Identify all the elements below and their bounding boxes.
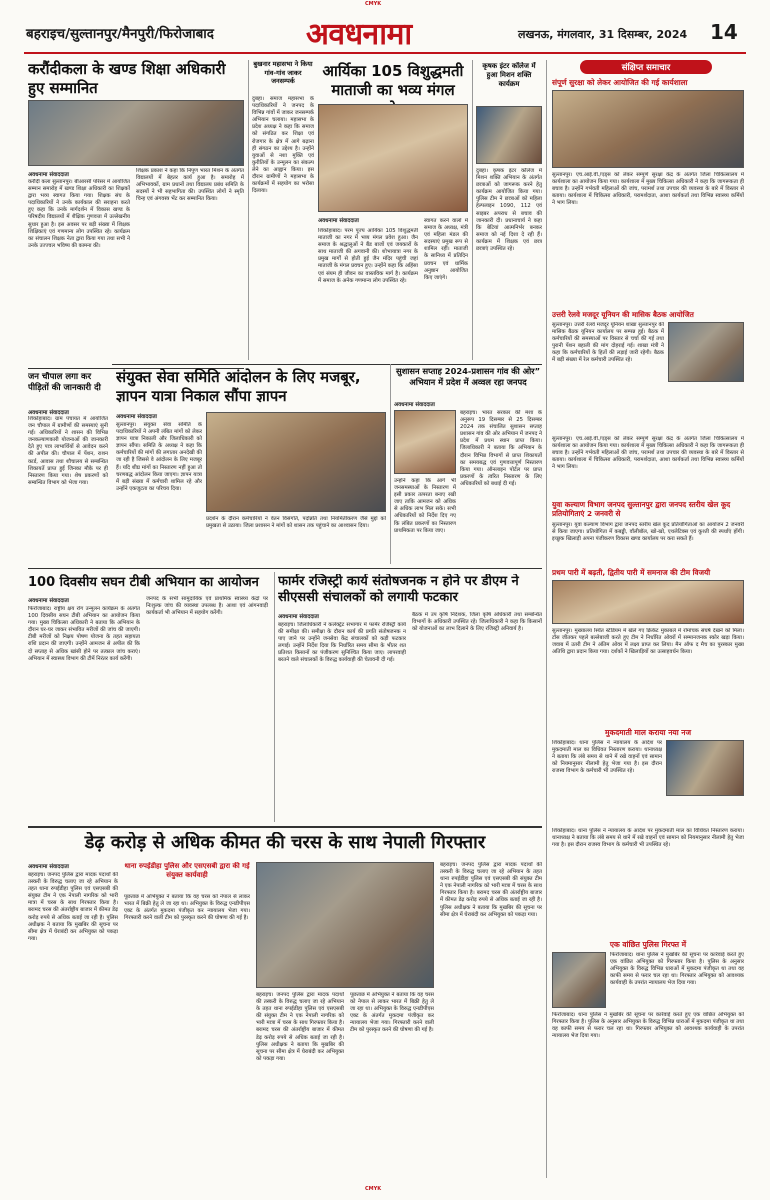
article-4-headline: आर्यिका 105 विशुद्धमती माताजी का भव्य मंगल <box>322 62 464 99</box>
divider <box>28 826 542 828</box>
article-8-headline: युवा कल्याण विभाग जनपद सुल्तानपुर द्वारा जनपद स्तरीय खेल कूद प्रतियोगिताएं 2 जनवरी से <box>552 500 731 519</box>
article-11-headline: एक वांछित पुलिस गिरफ्त में <box>609 940 687 949</box>
article-14-byline: अवधनामा संवाददाता <box>28 598 69 604</box>
article-15-byline: अवधनामा संवाददाता <box>278 614 319 620</box>
divider <box>112 364 542 365</box>
cmyk-mark-top: CMYK <box>365 1 382 7</box>
article-4-body: शिकोहाबाद। परम पूज्य आर्यिका 105 विशुद्धमती माताजी का नगर में भव्य मंगल प्रवेश हुआ। जैन समाज के श्रद्धालुओं ने बैंड बाजों एवं जयकारों के साथ माताजी की अगवानी की। शोभायात्रा नगर के प्रमुख मार्गों से होती हुई जैन मंदिर पहुंची जहां माताजी के मंगल प्रवचन हुए। उन्होंने कहा कि अहिंसा एवं संयम ही जीवन का वास्तविक मार्ग है। कार्यक्रम में समाज के अनेक गणमान्य लोग उपस्थित रहे। <box>318 228 418 284</box>
article-7-body: सुल्तानपुर। उत्तरी रेलवे मजदूर यूनियन शाखा सुल्तानपुर की मासिक बैठक यूनियन कार्यालय पर सम्पन्न हुई। बैठक में कर्मचारियों की समस्याओं पर विस्तार से चर्चा की गई तथा पुरानी पेंशन बहाली की मांग दोहराई गई। शाखा मंत्री ने कहा कि कर्मचारियों के हितों की लड़ाई जारी रहेगी। बैठक में बड़ी संख्या में रेल कर्मचारी उपस्थित रहे। <box>552 322 664 364</box>
article-4-photo <box>318 104 468 212</box>
article-11-photo <box>552 952 606 1008</box>
divider <box>248 60 249 360</box>
article-9-photo <box>552 580 744 624</box>
edition-label: बहराइच/सुल्तानपुर/मैनपुरी/फिरोजाबाद <box>26 26 214 42</box>
article-14-headline: 100 दिवसीय सघन टीबी अभियान का आयोजन <box>28 575 259 590</box>
article-14-body: फिरोजाबाद। राष्ट्रीय क्षय रोग उन्मूलन कार्यक्रम के अंतर्गत 100 दिवसीय सघन टीबी अभियान का आयोजन किया गया। मुख्य चिकित्सा अधिकारी ने बताया कि अभियान के दौरान घर-घर जाकर संभावित मरीजों की जांच की जाएगी। टीबी मरीजों को निक्षय पोषण योजना के तहत सहायता राशि प्रदान की जाएगी। उन्होंने आमजन से अपील की कि दो सप्ताह से अधिक खांसी होने पर तत्काल जांच कराएं। अभियान में स्वास्थ्य विभाग की टीमें निरंतर कार्य करेंगी। <box>28 606 140 662</box>
article-6-headline: संपूर्ण सुरक्षा को लेकर आयोजित की गई कार्यशाला <box>552 78 688 87</box>
dateline: लखनऊ, मंगलवार, 31 दिसम्बर, 2024 <box>518 28 688 41</box>
cmyk-mark-bottom: CMYK <box>365 1186 382 1192</box>
article-2-headline: जन चौपाल लगा कर पीड़ितों की जानकारी दी <box>28 372 101 393</box>
article-7-body-2: सुल्तानपुर। एच.आई.वी./एड्स को लेकर सम्पूर्ण सुरक्षा केंद्र के अंतर्गत जिला चिकित्सालय में कार्यशाला का आयोजन किया गया। कार्यशाला में मुख्य चिकित्सा अधिकारी ने कहा कि जागरूकता ही बचाव है। उन्होंने गर्भवती महिलाओं की जांच, परामर्श तथा उपचार की व्यवस्था के बारे में विस्तार से बताया। कार्यशाला में चिकित्सा अधिकारी, परामर्शदाता, आशा कार्यकर्ता तथा विभिन्न स्वास्थ्य कर्मियों ने भाग लिया। <box>552 436 744 471</box>
article-12-body: सुल्तानपुर। संयुक्त सेवा समिति के पदाधिकारियों ने अपनी लंबित मांगों को लेकर ज्ञापन यात्रा निकाली और जिलाधिकारी को ज्ञापन सौंपा। समिति के अध्यक्ष ने कहा कि कर्मचारियों की मांगों की लगातार अनदेखी की जा रही है जिससे वे आंदोलन के लिए मजबूर हैं। यदि शीघ्र मांगों का निस्तारण नहीं हुआ तो चरणबद्ध आंदोलन किया जाएगा। ज्ञापन यात्रा में बड़ी संख्या में कर्मचारी शामिल रहे और उन्होंने एकजुटता का परिचय दिया। <box>116 422 202 492</box>
article-12-byline: अवधनामा संवाददाता <box>116 414 157 420</box>
article-10-body: शिकोहाबाद। थाना पुलिस ने न्यायालय के आदेश पर मुकदमाती माल का विधिवत निस्तारण कराया। थानाध्यक्ष ने बताया कि लंबे समय से थाने में रखे वाहनों एवं सामान को नियमानुसार नीलामी हेतु भेजा गया है। इस दौरान राजस्व विभाग के कर्मचारी भी उपस्थित रहे। <box>552 740 662 775</box>
article-5-headline: कृषक इंटर कॉलेज में हुआ मिशन शक्ति कार्यक्रम <box>482 62 536 88</box>
divider <box>274 572 275 822</box>
article-8-body: सुल्तानपुर। युवा कल्याण विभाग द्वारा जनपद स्तरीय खेल कूद प्रतियोगिताओं का आयोजन 2 जनवरी से किया जाएगा। प्रतियोगिता में कबड्डी, वॉलीबॉल, खो-खो, एथलेटिक्स एवं कुश्ती की स्पर्धाएं होंगी। इच्छुक खिलाड़ी अपना पंजीकरण विकास खण्ड कार्यालय पर करा सकते हैं। <box>552 522 744 543</box>
article-2-body: शिकोहाबाद। ग्राम पंचायत में आयोजित जन चौपाल में ग्रामीणों की समस्याएं सुनी गईं। अधिकारियों ने शासन की विभिन्न जनकल्याणकारी योजनाओं की जानकारी देते हुए पात्र लाभार्थियों से आवेदन करने की अपील की। चौपाल में पेंशन, राशन कार्ड, आवास तथा शौचालय से सम्बन्धित शिकायतें प्राप्त हुईं जिनका मौके पर ही निस्तारण किया गया। शेष प्रकरणों को सम्बन्धित विभाग को भेजा गया। <box>28 416 108 486</box>
article-16-body: बहराइच। जनपद पुलिस द्वारा मादक पदार्थों की तस्करी के विरुद्ध चलाए जा रहे अभियान के तहत थाना रुपईडीहा पुलिस एवं एसएसबी की संयुक्त टीम ने एक नेपाली नागरिक को भारी मात्रा में चरस के साथ गिरफ्तार किया है। बरामद चरस की अंतर्राष्ट्रीय बाजार में कीमत डेढ़ करोड़ रुपये से अधिक बताई जा रही है। पुलिस अधीक्षक ने बताया कि मुखबिर की सूचना पर सीमा क्षेत्र में घेराबंदी कर अभियुक्त को पकड़ा गया। <box>28 872 118 942</box>
article-1-headline: करौंदीकला के खण्ड शिक्षा अधिकारी हुए सम्मानित <box>28 60 226 97</box>
article-10-body-2: शिकोहाबाद। थाना पुलिस ने न्यायालय के आदेश पर मुकदमाती माल का विधिवत निस्तारण कराया। थानाध्यक्ष ने बताया कि लंबे समय से थाने में रखे वाहनों एवं सामान को नियमानुसार नीलामी हेतु भेजा गया है। इस दौरान राजस्व विभाग के कर्मचारी भी उपस्थित रहे। <box>552 828 744 849</box>
article-13-body: बहराइच। भारत सरकार की मंशा के अनुरूप 19 दिसम्बर से 25 दिसम्बर 2024 तक संचालित सुशासन सप्ताह प्रशासन गांव की ओर अभियान में जनपद ने प्रदेश में प्रथम स्थान प्राप्त किया। जिलाधिकारी ने बताया कि अभियान के दौरान विभिन्न विभागों से प्राप्त शिकायतों का समयबद्ध एवं गुणवत्तापूर्ण निस्तारण किया गया। ऑनलाइन पोर्टल पर प्राप्त प्रकरणों के त्वरित निस्तारण के लिए अधिकारियों को बधाई दी गई। <box>460 410 542 487</box>
article-7-headline: उत्तरी रेलवे मजदूर यूनियन की मासिक बैठक आयोजित <box>552 310 694 319</box>
article-11-body: फिरोजाबाद। थाना पुलिस ने मुखबिर की सूचना पर कार्रवाई करते हुए एक वांछित अभियुक्त को गिरफ्तार किया है। पुलिस के अनुसार अभियुक्त के विरुद्ध विभिन्न धाराओं में मुकदमा पंजीकृत था तथा वह काफी समय से फरार चल रहा था। गिरफ्तार अभियुक्त को आवश्यक कार्यवाही के उपरांत न्यायालय भेज दिया गया। <box>610 952 744 987</box>
article-5-photo <box>476 106 542 164</box>
page-number: 14 <box>710 20 738 44</box>
article-16-subheadline: थाना रुपईडीहा पुलिस और एसएसबी द्वारा की गई संयुक्त कार्यवाही <box>124 862 250 879</box>
article-3-headline: बुखनार महासभा ने किया गांव-गांव जाकर जनसम्पर्क <box>253 60 313 85</box>
article-16-body-2: पूछताछ में अभियुक्त ने बताया कि वह चरस को नेपाल से लाकर भारत में बिक्री हेतु ले जा रहा था। अभियुक्त के विरुद्ध एनडीपीएस एक्ट के अंतर्गत मुकदमा पंजीकृत कर न्यायालय भेजा गया। गिरफ्तारी करने वाली टीम को पुरस्कृत करने की घोषणा की गई है। <box>124 894 250 922</box>
article-5-body: दुबहा। कृषक इंटर कॉलेज में मिशन शक्ति अभियान के अंतर्गत छात्राओं को जागरूक करने हेतु कार्यक्रम आयोजित किया गया। पुलिस टीम ने छात्राओं को महिला हेल्पलाइन 1090, 112 एवं साइबर अपराध से बचाव की जानकारी दी। प्रधानाचार्य ने कहा कि बेटियां आत्मनिर्भर बनकर समाज को नई दिशा दे रही हैं। कार्यक्रम में शिक्षक एवं छात्र छात्राएं उपस्थित रहे। <box>476 168 542 253</box>
article-16-photo <box>256 862 434 988</box>
divider <box>28 568 542 569</box>
article-13-byline: अवधनामा संवाददाता <box>394 402 435 408</box>
divider <box>546 60 547 1178</box>
article-16-body-3: बहराइच। जनपद पुलिस द्वारा मादक पदार्थों की तस्करी के विरुद्ध चलाए जा रहे अभियान के तहत थाना रुपईडीहा पुलिस एवं एसएसबी की संयुक्त टीम ने एक नेपाली नागरिक को भारी मात्रा में चरस के साथ गिरफ्तार किया है। बरामद चरस की अंतर्राष्ट्रीय बाजार में कीमत डेढ़ करोड़ रुपये से अधिक बताई जा रही है। पुलिस अधीक्षक ने बताया कि मुखबिर की सूचना पर सीमा क्षेत्र में घेराबंदी कर अभियुक्त को पकड़ा गया। <box>256 992 344 1062</box>
logo <box>306 12 484 52</box>
article-16-headline: डेढ़ करोड़ से अधिक कीमत की चरस के साथ नेपाली गिरफ्तार <box>84 832 486 853</box>
article-15-body: बहराइच। जिलाधिकारी ने कलेक्ट्रेट सभागार में फार्मर रजिस्ट्री कार्य की समीक्षा की। समीक्षा के दौरान कार्य की प्रगति संतोषजनक न पाए जाने पर उन्होंने जनसेवा केंद्र संचालकों को कड़ी फटकार लगाई। उन्होंने निर्देश दिया कि निर्धारित समय सीमा के भीतर शत प्रतिशत किसानों का पंजीकरण सुनिश्चित किया जाए। लापरवाही बरतने वाले संचालकों के विरुद्ध कार्यवाही की चेतावनी दी गई। <box>278 622 406 664</box>
article-2-byline: अवधनामा संवाददाता <box>28 410 69 416</box>
article-13-body-2: उन्होंने कहा कि आगे भी जनसमस्याओं के निस्तारण में इसी प्रकार तत्परता बनाए रखी जाए ताकि आमजन को अधिक से अधिक लाभ मिल सके। सभी अधिकारियों को निर्देश दिए गए कि लंबित प्रकरणों का निस्तारण प्राथमिकता पर किया जाए। <box>394 478 456 534</box>
article-1-byline: अवधनामा संवाददाता <box>28 172 69 178</box>
masthead-rule <box>24 52 746 54</box>
article-16-byline: अवधनामा संवाददाता <box>28 864 69 870</box>
article-1-photo <box>28 100 244 166</box>
logo-text: अवधनामा <box>306 16 412 52</box>
article-4-byline: अवधनामा संवाददाता <box>318 218 359 224</box>
article-11-body-2: फिरोजाबाद। थाना पुलिस ने मुखबिर की सूचना पर कार्रवाई करते हुए एक वांछित अभियुक्त को गिरफ्तार किया है। पुलिस के अनुसार अभियुक्त के विरुद्ध विभिन्न धाराओं में मुकदमा पंजीकृत था तथा वह काफी समय से फरार चल रहा था। गिरफ्तार अभियुक्त को आवश्यक कार्यवाही के उपरांत न्यायालय भेज दिया गया। <box>552 1012 744 1040</box>
article-9-body: सुल्तानपुर। मुख्यालय स्थित स्टेडियम में खेले गए क्रिकेट मुकाबले में रोमांचक संघर्ष देखने को मिला। टॉस जीतकर पहले बल्लेबाजी करते हुए टीम ने निर्धारित ओवरों में सम्मानजनक स्कोर खड़ा किया। जवाब में उतरी टीम ने अंतिम ओवर में लक्ष्य प्राप्त कर लिया। मैन ऑफ द मैच का पुरस्कार मुख्य अतिथि द्वारा प्रदान किया गया। दर्शकों ने खिलाड़ियों का उत्साहवर्धन किया। <box>552 628 744 656</box>
article-10-photo <box>666 740 744 796</box>
article-9-headline: प्रथम पारी में बढ़ती, द्वितीय पारी में समनाज की टीम विजयी <box>552 568 711 577</box>
article-1-body: करौंदी कला सुल्तानपुर। बीआरसी परिसर में आयोजित सम्मान समारोह में खण्ड शिक्षा अधिकारी का शिक्षकों द्वारा भव्य स्वागत किया गया। शिक्षक संघ के पदाधिकारियों ने उनके कार्यकाल की सराहना करते हुए कहा कि उनके मार्गदर्शन में विकास खण्ड के परिषदीय विद्यालयों में शैक्षिक गुणवत्ता में उल्लेखनीय सुधार हुआ है। इस अवसर पर बड़ी संख्या में शिक्षक शिक्षिकाएं एवं गणमान्य लोग उपस्थित रहे। कार्यक्रम का संचालन शिक्षक नेता द्वारा किया गया तथा सभी ने उनके उज्ज्वल भविष्य की कामना की। <box>28 179 130 249</box>
article-6-body: सुल्तानपुर। एच.आई.वी./एड्स को लेकर सम्पूर्ण सुरक्षा केंद्र के अंतर्गत जिला चिकित्सालय में कार्यशाला का आयोजन किया गया। कार्यशाला में मुख्य चिकित्सा अधिकारी ने कहा कि जागरूकता ही बचाव है। उन्होंने गर्भवती महिलाओं की जांच, परामर्श तथा उपचार की व्यवस्था के बारे में विस्तार से बताया। कार्यशाला में चिकित्सा अधिकारी, परामर्शदाता, आशा कार्यकर्ता तथा विभिन्न स्वास्थ्य कर्मियों ने भाग लिया। <box>552 172 744 207</box>
divider <box>472 60 473 360</box>
article-16-body-4: पूछताछ में अभियुक्त ने बताया कि वह चरस को नेपाल से लाकर भारत में बिक्री हेतु ले जा रहा था। अभियुक्त के विरुद्ध एनडीपीएस एक्ट के अंतर्गत मुकदमा पंजीकृत कर न्यायालय भेजा गया। गिरफ्तारी करने वाली टीम को पुरस्कृत करने की घोषणा की गई है। <box>350 992 434 1034</box>
article-7-photo <box>668 322 744 382</box>
article-15-headline: फार्मर रजिस्ट्री कार्य संतोषजनक न होने पर डीएम ने सीएससी संचालकों को लगायी फटकार <box>278 574 519 605</box>
article-3-body: दुबहा। समाज महासभा के पदाधिकारियों ने जनपद के विभिन्न गांवों में जाकर जनसम्पर्क अभियान चलाया। महासभा के प्रदेश अध्यक्ष ने कहा कि समाज को संगठित कर शिक्षा एवं रोजगार के क्षेत्र में आगे बढ़ाना ही संगठन का उद्देश्य है। उन्होंने युवाओं से नशा मुक्ति एवं कुरीतियों के उन्मूलन का संकल्प लेने का आह्वान किया। इस दौरान ग्रामीणों ने महासभा के कार्यक्रमों में सहयोग का भरोसा दिलाया। <box>252 96 314 195</box>
article-12-headline: संयुक्त सेवा समिति आंदोलन के लिए मजबूर, ज्ञापन यात्रा निकाल सौंपा ज्ञापन <box>116 368 361 405</box>
section-banner: संक्षिप्त समाचार <box>580 60 712 74</box>
masthead <box>0 0 770 56</box>
article-15-body-2: बैठक में उप कृषि निदेशक, जिला कृषि अधिकारी तथा सम्बन्धित विभागों के अधिकारी उपस्थित रहे। जिलाधिकारी ने कहा कि किसानों को योजनाओं का लाभ दिलाने के लिए रजिस्ट्री अनिवार्य है। <box>412 612 542 633</box>
article-14-body-2: जनपद के सभी सामुदायिक एवं प्राथमिक स्वास्थ्य केंद्रों पर निःशुल्क जांच की व्यवस्था उपलब्ध है। आशा एवं आंगनवाड़ी कार्यकर्ता भी अभियान में सहयोग करेंगी। <box>146 596 268 617</box>
article-12-body-2: प्रदर्शन के दौरान कर्मचारियों ने वेतन विसंगति, पदोन्नति तथा नियमितीकरण जैसे मुद्दों को प्रमुखता से उठाया। जिला प्रशासन ने मांगों को शासन तक पहुंचाने का आश्वासन दिया। <box>206 516 386 530</box>
article-16-body-5: बहराइच। जनपद पुलिस द्वारा मादक पदार्थों की तस्करी के विरुद्ध चलाए जा रहे अभियान के तहत थाना रुपईडीहा पुलिस एवं एसएसबी की संयुक्त टीम ने एक नेपाली नागरिक को भारी मात्रा में चरस के साथ गिरफ्तार किया है। बरामद चरस की अंतर्राष्ट्रीय बाजार में कीमत डेढ़ करोड़ रुपये से अधिक बताई जा रही है। पुलिस अधीक्षक ने बताया कि मुखबिर की सूचना पर सीमा क्षेत्र में घेराबंदी कर अभियुक्त को पकड़ा गया। <box>440 862 542 918</box>
article-13-headline: सुशासन सप्ताह 2024-प्रशासन गांव की ओर” अभियान में प्रदेश में अव्वल रहा जनपद <box>395 366 541 387</box>
article-13-photo <box>394 410 456 474</box>
article-4-body-2: स्वागत करने वालों में समाज के अध्यक्ष, मंत्री एवं महिला मंडल की सदस्याएं प्रमुख रूप से शामिल रहीं। माताजी के सानिध्य में प्रतिदिन प्रवचन एवं धार्मिक अनुष्ठान आयोजित किए जाएंगे। <box>424 218 468 281</box>
article-6-photo <box>552 90 744 168</box>
article-10-headline: मुकदमाती माल कराया नया नज <box>604 728 692 737</box>
article-1-body-2: शिक्षक प्रकाश ने कहा कि निपुण भारत मिशन के अंतर्गत विद्यालयों में बेहतर कार्य हुआ है। समारोह में अभिभावकों, ग्राम प्रधानों तथा विद्यालय प्रबंध समिति के सदस्यों ने भी सहभागिता की। उपस्थित लोगों ने स्मृति चिन्ह एवं अंगवस्त्र भेंट कर सम्मानित किया। <box>136 168 244 203</box>
divider <box>390 364 391 564</box>
article-12-photo <box>206 412 386 512</box>
